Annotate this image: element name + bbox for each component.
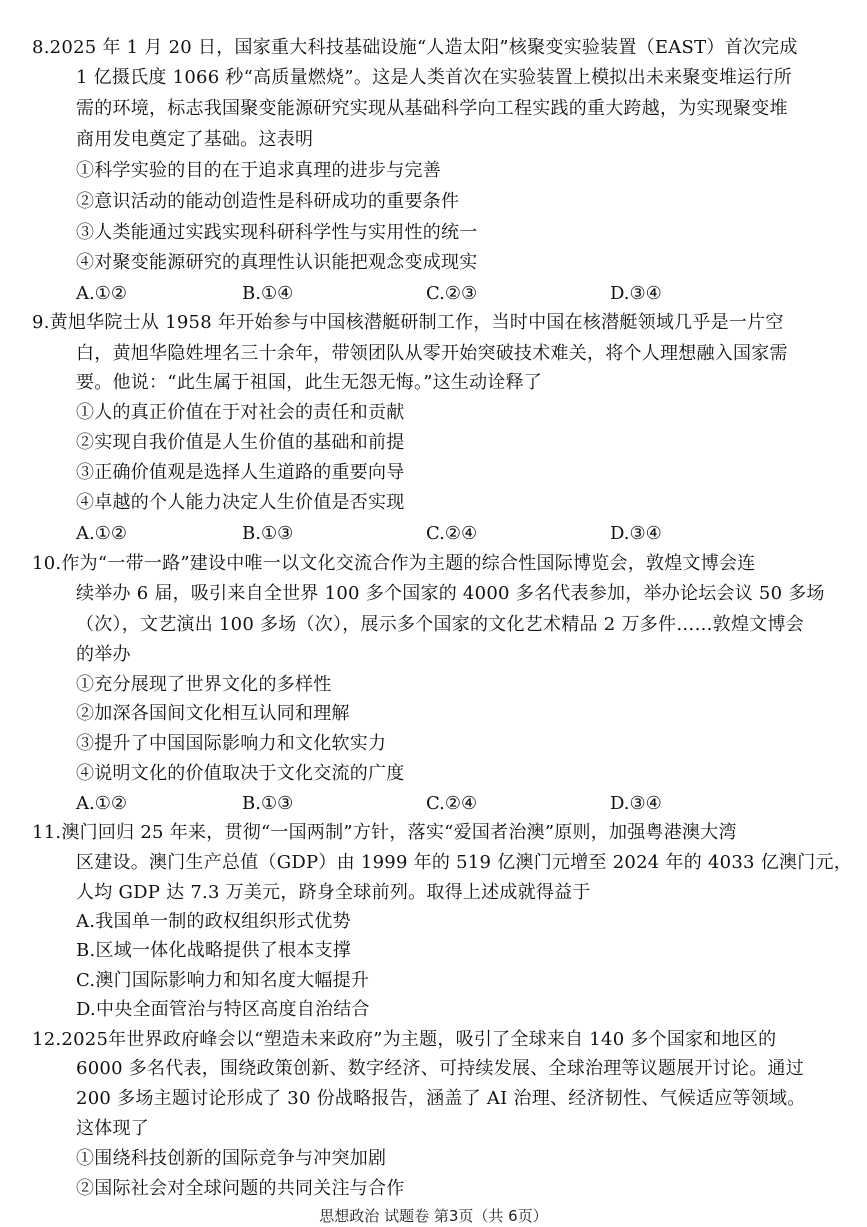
choice-d: D.③④ xyxy=(610,283,662,304)
statement: ③人类能通过实践实现科研科学性与实用性的统一 xyxy=(76,222,478,243)
statement: ①科学实验的目的在于追求真理的进步与完善 xyxy=(76,160,441,181)
question-stem-line: 续举办 6 届，吸引来自全世界 100 多个国家的 4000 多名代表参加，举办论坛会议 50 多场 xyxy=(76,583,825,604)
question-stem-line: 商用发电奠定了基础。这表明 xyxy=(76,129,314,150)
choice-a: A.①② xyxy=(76,523,127,544)
question-stem-line: 的举办 xyxy=(76,644,131,665)
option-c: C.澳门国际影响力和知名度大幅提升 xyxy=(76,970,370,991)
statement: ③正确价值观是选择人生道路的重要向导 xyxy=(76,462,405,483)
statement: ②加深各国间文化相互认同和理解 xyxy=(76,703,350,724)
statement: ①充分展现了世界文化的多样性 xyxy=(76,674,332,695)
question-stem-line: 11.澳门回归 25 年来，贯彻“一国两制”方针，落实“爱国者治澳”原则，加强粤港澳大湾 xyxy=(32,822,737,843)
answer-choices xyxy=(76,793,776,815)
question-stem-line: 需的环境，标志我国聚变能源研究实现从基础科学向工程实践的重大跨越，为实现聚变堆 xyxy=(76,98,788,119)
statement: ②实现自我价值是人生价值的基础和前提 xyxy=(76,432,405,453)
question-stem-line: 白，黄旭华隐姓埋名三十余年，带领团队从零开始突破技术难关，将个人理想融入国家需 xyxy=(76,343,788,364)
statement: ①人的真正价值在于对社会的责任和贡献 xyxy=(76,402,405,423)
option-a: A.我国单一制的政权组织形式优势 xyxy=(76,911,351,932)
choice-c: C.②④ xyxy=(426,793,478,814)
page-footer: 思想政治 试题卷 第3页（共 6页） xyxy=(319,1207,548,1225)
question-stem-line: 这体现了 xyxy=(76,1118,149,1139)
answer-choices xyxy=(76,283,776,305)
choice-d: D.③④ xyxy=(610,523,662,544)
question-stem-line: 人均 GDP 达 7.3 万美元，跻身全球前列。取得上述成就得益于 xyxy=(76,882,591,903)
question-stem-line: 要。他说：“此生属于祖国，此生无怨无悔。”这生动诠释了 xyxy=(76,372,543,393)
choice-b: B.①③ xyxy=(242,793,294,814)
choice-a: A.①② xyxy=(76,793,127,814)
question-stem-line: （次），文艺演出 100 多场（次），展示多个国家的文化艺术精品 2 万多件……敦煌文博会 xyxy=(76,614,804,635)
question-stem-line: 10.作为“一带一路”建设中唯一以文化交流合作为主题的综合性国际博览会，敦煌文博会连 xyxy=(32,553,756,574)
question-stem-line: 8.2025 年 1 月 20 日，国家重大科技基础设施“人造太阳”核聚变实验装置（EAST）首次完成 xyxy=(32,37,798,58)
statement: ④说明文化的价值取决于文化交流的广度 xyxy=(76,763,405,784)
answer-choices xyxy=(76,523,776,545)
question-stem-line: 6000 多名代表，围绕政策创新、数字经济、可持续发展、全球治理等议题展开讨论。通过 xyxy=(76,1058,805,1079)
choice-c: C.②③ xyxy=(426,283,478,304)
question-stem-line: 区建设。澳门生产总值（GDP）由 1999 年的 519 亿澳门元增至 2024 年的 4033 亿澳门元， xyxy=(76,852,852,873)
choice-d: D.③④ xyxy=(610,793,662,814)
option-d: D.中央全面管治与特区高度自治结合 xyxy=(76,999,370,1020)
statement: ④对聚变能源研究的真理性认识能把观念变成现实 xyxy=(76,252,478,273)
option-b: B.区域一体化战略提供了根本支撑 xyxy=(76,940,351,961)
question-stem-line: 200 多场主题讨论形成了 30 份战略报告，涵盖了 AI 治理、经济韧性、气候适应等领域。 xyxy=(76,1088,806,1109)
choice-b: B.①③ xyxy=(242,523,294,544)
statement: ②意识活动的能动创造性是科研成功的重要条件 xyxy=(76,191,460,212)
statement: ③提升了中国国际影响力和文化软实力 xyxy=(76,733,387,754)
statement: ④卓越的个人能力决定人生价值是否实现 xyxy=(76,492,405,513)
choice-a: A.①② xyxy=(76,283,127,304)
choice-c: C.②④ xyxy=(426,523,478,544)
statement: ①围绕科技创新的国际竞争与冲突加剧 xyxy=(76,1148,387,1169)
choice-b: B.①④ xyxy=(242,283,294,304)
statement: ②国际社会对全球问题的共同关注与合作 xyxy=(76,1178,405,1199)
question-stem-line: 12.2025年世界政府峰会以“塑造未来政府”为主题，吸引了全球来自 140 多个国家和地区的 xyxy=(32,1029,777,1050)
question-stem-line: 9.黄旭华院士从 1958 年开始参与中国核潜艇研制工作，当时中国在核潜艇领域几乎是一片空 xyxy=(32,312,784,333)
question-stem-line: 1 亿摄氏度 1066 秒“高质量燃烧”。这是人类首次在实验装置上模拟出未来聚变堆运行所 xyxy=(76,67,792,88)
